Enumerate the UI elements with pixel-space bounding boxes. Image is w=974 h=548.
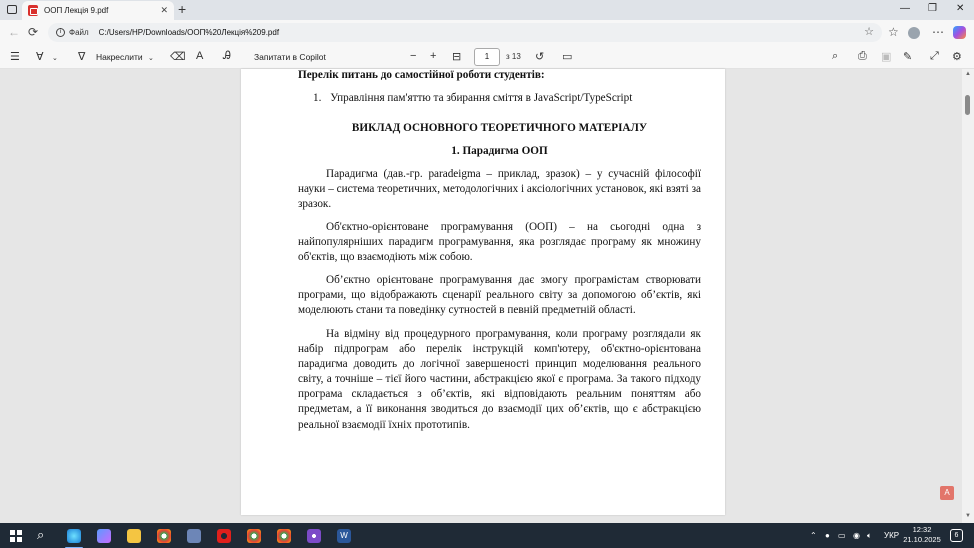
pdf-icon	[28, 5, 38, 16]
pdf-toolbar	[0, 45, 974, 69]
chrome-icon[interactable]	[157, 529, 171, 543]
paragraph: Об'єктно-орієнтоване програмування (ООП) – на сьогодні одна з найпопулярніших парадигм програмування, яка розглядає програму як множину об'єктів, що взаємодіють між собою.	[298, 221, 701, 264]
reload-button[interactable]: ⟳	[28, 25, 39, 39]
draw-icon[interactable]: ∇	[78, 51, 86, 63]
language-indicator[interactable]: УКР	[884, 531, 900, 540]
save-icon[interactable]: ▣	[881, 51, 892, 63]
close-window-button[interactable]: ✕	[956, 3, 965, 14]
minimize-button[interactable]: —	[900, 3, 910, 14]
notification-badge[interactable]: 6	[950, 529, 963, 542]
ask-copilot-button[interactable]: Запитати в Copilot	[254, 52, 326, 62]
page-view-icon[interactable]: ▭	[562, 51, 573, 63]
highlight-dropdown-icon[interactable]: ⌄	[52, 55, 58, 62]
search-icon[interactable]: ⌕	[37, 527, 45, 542]
date-text: 21.10.2025	[903, 535, 941, 544]
favorite-star-icon[interactable]: ☆	[864, 26, 874, 38]
rotate-icon[interactable]: ↺	[535, 51, 545, 63]
viber-icon[interactable]	[307, 529, 321, 543]
new-tab-button[interactable]: +	[178, 1, 187, 17]
zoom-in-icon[interactable]: +	[430, 50, 437, 62]
taskbar	[0, 523, 974, 548]
address-bar[interactable]	[48, 23, 882, 42]
fit-page-icon[interactable]: ⊟	[452, 51, 462, 63]
paragraph: Об’єктно орієнтоване програмування дає змогу програмістам створювати програми, що відображають сценарії реального світу за допомогою об’єктів, які моделюють стани та поведінку сутностей в певній предметній області.	[298, 274, 701, 317]
location-icon[interactable]: ◉	[853, 531, 860, 540]
contents-menu-icon[interactable]: ☰	[10, 51, 20, 63]
paragraph: На відміну від процедурного програмування, коли програму розглядали як набір підпрограм або перелік інструкцій комп'ютеру, об'єктно-орієнтована парадигма доводить до логічної завершеності принцип моделювання реального світу, а точніше – тієї його частини, абстракцією якої є програма. За такого підходу програма складається з об’єктів, які відповідають реальним поняттям або предметам, а її виконання зводиться до взаємодії цих об’єктів, що є абстракцією реальної взаємодії їхніх прототипів.	[298, 328, 701, 431]
scroll-thumb[interactable]	[965, 95, 970, 115]
tab-strip	[0, 0, 974, 20]
chrome-profile-2-icon[interactable]	[277, 529, 291, 543]
copilot-app-icon[interactable]	[97, 529, 111, 543]
highlight-icon[interactable]: ∀	[36, 51, 44, 63]
back-button[interactable]: ←	[8, 25, 20, 39]
file-label: Файл	[69, 28, 89, 37]
clock[interactable]	[900, 525, 944, 545]
start-windows-icon[interactable]	[10, 530, 22, 542]
info-icon[interactable]: i	[56, 28, 65, 37]
draw-button[interactable]: Накреслити	[96, 52, 143, 62]
sub-heading: 1. Парадигма ООП	[451, 145, 548, 157]
print-icon[interactable]: ⎙	[858, 50, 867, 62]
profile-avatar[interactable]	[908, 27, 920, 39]
text-icon[interactable]: A	[196, 50, 204, 62]
zoom-out-icon[interactable]: −	[410, 50, 417, 62]
save-as-icon[interactable]: ✎	[903, 51, 913, 63]
edge-browser-icon[interactable]	[67, 529, 81, 543]
url-text[interactable]: C:/Users/HP/Downloads/ООП%20Лекція%209.pdf	[98, 28, 280, 37]
opera-icon[interactable]	[217, 529, 231, 543]
adobe-acrobat-icon[interactable]: A	[940, 486, 954, 500]
more-menu-icon[interactable]: ⋯	[932, 25, 944, 39]
page-count: з 13	[506, 52, 521, 61]
volume-icon[interactable]: 🔈︎	[867, 531, 872, 540]
copilot-icon[interactable]	[953, 26, 966, 39]
camera-icon[interactable]: ▭	[838, 531, 846, 540]
search-icon[interactable]: ⌕	[832, 50, 839, 62]
file-explorer-icon[interactable]	[127, 529, 141, 543]
eraser-icon[interactable]: ⌫	[170, 51, 186, 63]
fullscreen-icon[interactable]: ⤢	[930, 50, 939, 62]
address-bar-row	[0, 20, 974, 45]
tab-actions-icon[interactable]	[7, 5, 17, 14]
maximize-button[interactable]: ❐	[928, 3, 937, 14]
microphone-icon[interactable]: ●	[825, 531, 830, 540]
page-number-input[interactable]: 1	[474, 48, 500, 66]
app-icon[interactable]	[187, 529, 201, 543]
pdf-page	[241, 69, 725, 515]
tab-title: ООП Лекція 9.pdf	[44, 6, 109, 15]
favorites-icon[interactable]: ☆	[888, 25, 899, 39]
chrome-profile-icon[interactable]	[247, 529, 261, 543]
section-heading: Перелік питань до самостійної роботи студентів:	[298, 69, 545, 81]
paragraph: Парадигма (дав.-гр. paradeigma – приклад, зразок) – у сучасній філософії науки – система теоретичних, методологічних і аксіологічних установок, які взяті за зразок.	[298, 168, 701, 211]
list-number: 1.	[313, 92, 322, 104]
tab-active[interactable]	[22, 1, 174, 20]
main-heading: ВИКЛАД ОСНОВНОГО ТЕОРЕТИЧНОГО МАТЕРІАЛУ	[351, 122, 648, 134]
list-item-text: Управління пам'яттю та збирання сміття в JavaScript/TypeScript	[330, 92, 633, 104]
vertical-scrollbar[interactable]	[962, 69, 974, 523]
time-text: 12:32	[912, 525, 932, 534]
pdf-viewer[interactable]	[0, 69, 974, 523]
scroll-down-icon[interactable]: ▼	[965, 513, 971, 519]
read-aloud-icon[interactable]: Ꭿ	[223, 50, 231, 62]
settings-gear-icon[interactable]: ⚙	[952, 51, 962, 63]
draw-dropdown-icon[interactable]: ⌄	[148, 55, 154, 62]
word-icon[interactable]: W	[337, 529, 351, 543]
list-item	[313, 91, 632, 106]
show-hidden-icons[interactable]: ⌃	[810, 531, 817, 540]
close-tab-icon[interactable]: ✕	[160, 5, 168, 15]
scroll-up-icon[interactable]: ▲	[965, 71, 971, 77]
